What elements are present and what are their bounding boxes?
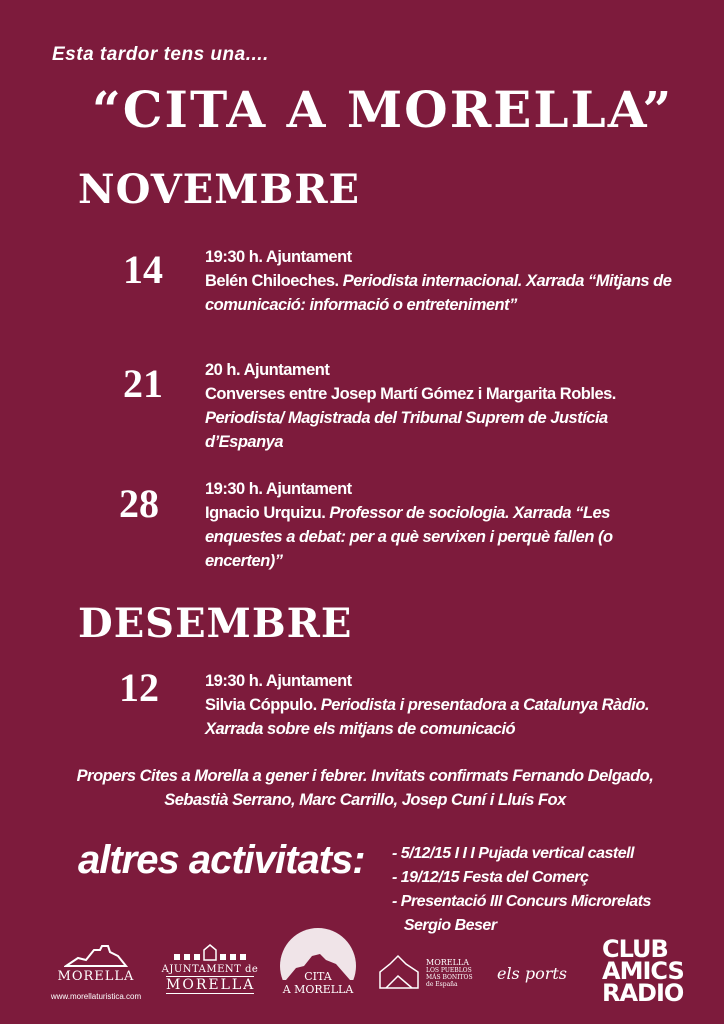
event-details: [205, 477, 675, 573]
event-time-place: 19:30 h. Ajuntament: [205, 480, 352, 498]
intro-text: Esta tardor tens una....: [52, 44, 269, 65]
event-day: 28: [119, 481, 159, 526]
month-heading-november: NOVEMBRE: [78, 166, 361, 213]
event-description: Periodista i presentadora a Catalunya Ràdio. Xarrada sobre els mitjans de comunicació: [205, 696, 650, 738]
upcoming-note: Propers Cites a Morella a gener i febrer. Invitats confirmats Fernando Delgado, Sebastià Serrano, Marc Carrillo, Josep Cuní i Lluís Fox: [76, 767, 654, 809]
event-details: [205, 669, 675, 741]
activity-item: Sergio Beser: [392, 917, 497, 934]
other-activities-list: [392, 842, 651, 938]
event-speaker: Ignacio Urquizu.: [205, 504, 326, 522]
event-speaker: Converses entre Josep Martí Gómez i Margarita Robles.: [205, 385, 616, 403]
village-icon: [376, 948, 422, 992]
ajuntament-logo: AJUNTAMENT de MORELLA: [160, 944, 260, 994]
cita-a-morella-logo: CITA A MORELLA: [276, 926, 360, 996]
activity-item: - Presentació III Concurs Microrelats: [392, 893, 651, 910]
event-description: Periodista internacional. Xarrada “Mitjans de comunicació: informació o entreteniment”: [205, 272, 672, 314]
event-description: Periodista/ Magistrada del Tribunal Suprem de Justícia d’Espanya: [205, 409, 608, 451]
event-speaker: Silvia Cóppulo.: [205, 696, 317, 714]
event-description: Professor de sociologia. Xarrada “Les enquestes a debat: per a què servixen i perquè fallen (o encerten)”: [205, 504, 613, 570]
activity-item: - 5/12/15 I I I Pujada vertical castell: [392, 845, 634, 862]
event-details: [205, 358, 675, 454]
other-activities-title: altres activitats:: [78, 838, 365, 882]
event-time-place: 19:30 h. Ajuntament: [205, 672, 352, 690]
event-time-place: 19:30 h. Ajuntament: [205, 248, 352, 266]
els-ports-logo: els ports: [496, 964, 568, 983]
event-day: 12: [119, 665, 159, 710]
activity-item: - 19/12/15 Festa del Comerç: [392, 869, 589, 886]
club-amics-radio-logo: CLUB AMICS RADIO: [602, 935, 684, 1007]
event-speaker: Belén Chiloeches.: [205, 272, 339, 290]
morella-tourism-logo: MORELLA www.morellaturistica.com: [44, 944, 148, 1001]
event-time-place: 20 h. Ajuntament: [205, 361, 330, 379]
castle-icon: [64, 944, 128, 968]
event-day: 21: [123, 361, 163, 406]
event-day: 14: [123, 247, 163, 292]
crest-icon: [170, 944, 250, 962]
website-link[interactable]: www.morellaturistica.com: [50, 992, 142, 1001]
poster-title: “CITA A MORELLA”: [92, 80, 674, 139]
event-details: [205, 245, 675, 317]
month-heading-december: DESEMBRE: [78, 600, 353, 647]
